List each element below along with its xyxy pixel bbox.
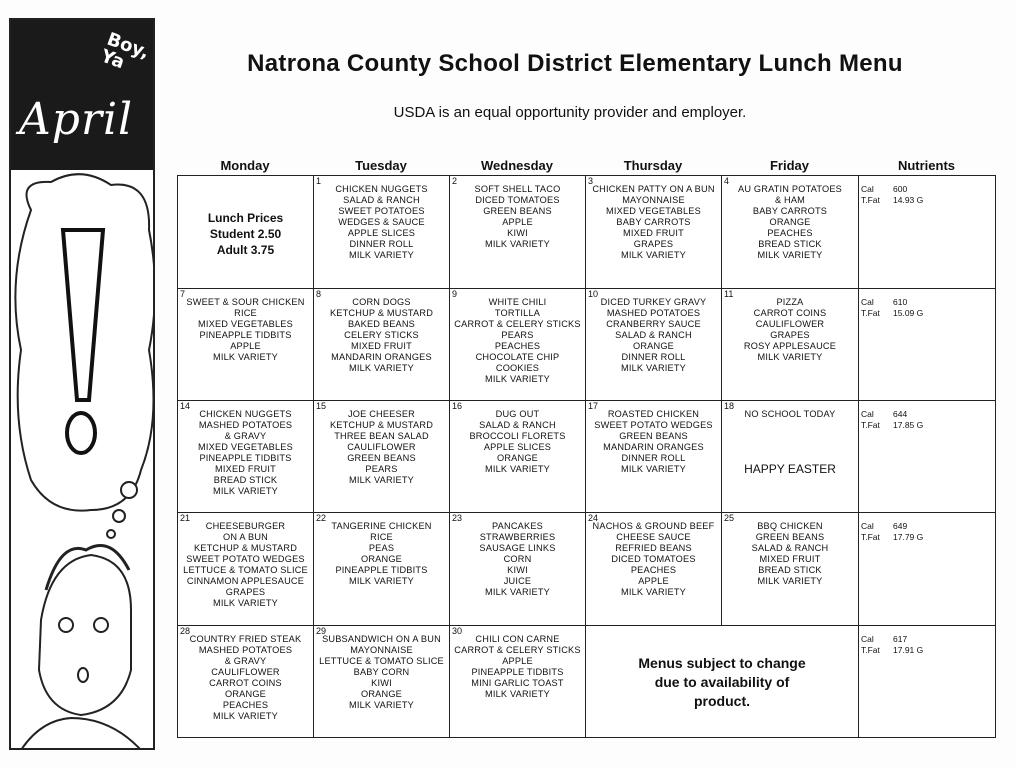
menu-item: TORTILLA — [494, 308, 541, 318]
menu-item: PEACHES — [630, 565, 677, 575]
menu-item: JOE CHEESER — [347, 409, 416, 419]
nutrient-label: Cal — [861, 184, 874, 194]
menu-item: DINNER ROLL — [349, 239, 414, 249]
menu-item: THREE BEAN SALAD — [334, 431, 429, 441]
menu-item: GREEN BEANS — [619, 431, 688, 441]
day-number: 23 — [452, 513, 463, 523]
menu-item: DINNER ROLL — [621, 453, 686, 463]
menu-item: CELERY STICKS — [344, 330, 419, 340]
menu-item: MANDARIN ORANGES — [603, 442, 704, 452]
menu-item: ORANGE — [360, 554, 403, 564]
menu-item: CINNAMON APPLESAUCE — [186, 576, 305, 586]
day-cell-25 — [721, 512, 859, 626]
nutrient-fat — [861, 645, 923, 656]
menu-items — [586, 297, 721, 374]
day-cell-29 — [313, 625, 450, 738]
day-cell-21 — [177, 512, 314, 626]
menu-items — [586, 409, 721, 475]
menu-item: DICED TOMATOES — [475, 195, 560, 205]
menu-item: SALAD & RANCH — [479, 420, 556, 430]
lunch-prices — [178, 210, 313, 258]
menu-item: CARROT & CELERY STICKS — [454, 319, 581, 329]
day-number: 24 — [588, 513, 599, 523]
menu-item: CHEESE SAUCE — [616, 532, 691, 542]
day-number: 8 — [316, 289, 322, 299]
menu-item: KETCHUP & MUSTARD — [329, 308, 434, 318]
price-cell — [177, 175, 314, 289]
day-cell-2 — [449, 175, 586, 289]
menu-item: MILK VARIETY — [484, 464, 551, 474]
menu-items — [314, 409, 449, 486]
nutrients-cell — [858, 400, 996, 513]
menu-item: CARROT & CELERY STICKS — [454, 645, 581, 655]
menu-item: TANGERINE CHICKEN — [331, 521, 432, 531]
menu-item: SALAD & RANCH — [751, 543, 829, 553]
menu-item: & HAM — [774, 195, 806, 205]
nutrient-value: 610 — [893, 297, 908, 307]
day-number: 2 — [452, 176, 458, 186]
menu-item: GREEN BEANS — [347, 453, 416, 463]
menu-items — [722, 184, 858, 261]
menu-item: BROCCOLI FLORETS — [469, 431, 566, 441]
menu-items — [450, 634, 585, 700]
menu-item: DINNER ROLL — [621, 352, 686, 362]
day-number: 28 — [180, 626, 191, 636]
menu-item: GRAPES — [770, 330, 810, 340]
menu-item: APPLE — [638, 576, 669, 586]
menu-item: MIXED VEGETABLES — [198, 442, 293, 452]
nutrient-label: T.Fat — [861, 308, 880, 318]
nutrient-label: Cal — [861, 409, 874, 419]
menu-item: SWEET POTATO WEDGES — [594, 420, 713, 430]
day-number: 3 — [588, 176, 594, 186]
menu-item: MIXED FRUIT — [351, 341, 412, 351]
nutrient-value: 17.79 G — [893, 532, 924, 542]
nutrient-values — [861, 297, 923, 319]
nutrient-label: T.Fat — [861, 532, 880, 542]
day-cell-3 — [585, 175, 722, 289]
day-cell-11 — [721, 288, 859, 401]
menu-items — [586, 521, 721, 598]
menu-item: KIWI — [507, 565, 528, 575]
nutrient-value: 15.09 G — [893, 308, 924, 318]
menu-item: SWEET POTATOES — [338, 206, 425, 216]
menu-item: PEARS — [365, 464, 398, 474]
nutrient-fat — [861, 195, 923, 206]
nutrients-cell — [858, 288, 996, 401]
nutrient-label: T.Fat — [861, 195, 880, 205]
menu-item: CARROT COINS — [753, 308, 827, 318]
menu-item: & GRAVY — [224, 431, 267, 441]
menu-item: CHEESEBURGER — [205, 521, 286, 531]
menu-item: MAYONNAISE — [350, 645, 413, 655]
menu-item: MILK VARIETY — [484, 239, 551, 249]
menu-item: KIWI — [507, 228, 528, 238]
menu-item: MILK VARIETY — [620, 250, 687, 260]
menu-item: MILK VARIETY — [348, 576, 415, 586]
column-header-monday: Monday — [220, 158, 270, 173]
menu-item: CHICKEN PATTY ON A BUN — [592, 184, 715, 194]
menu-items — [586, 184, 721, 261]
menu-item: CAULIFLOWER — [755, 319, 825, 329]
nutrient-value: 17.91 G — [893, 645, 924, 655]
menu-item: NACHOS & GROUND BEEF — [592, 521, 715, 531]
menu-item: KETCHUP & MUSTARD — [329, 420, 434, 430]
day-cell-24 — [585, 512, 722, 626]
menu-item: AU GRATIN POTATOES — [738, 184, 842, 194]
menu-item: MASHED POTATOES — [198, 645, 293, 655]
menu-items — [178, 409, 313, 497]
menu-item: PINEAPPLE TIDBITS — [335, 565, 428, 575]
menu-item: MASHED POTATOES — [606, 308, 701, 318]
day-cell-16 — [449, 400, 586, 513]
price-line: Student 2.50 — [209, 227, 282, 241]
menu-item: STRAWBERRIES — [479, 532, 556, 542]
menu-items — [178, 634, 313, 722]
menu-item: MILK VARIETY — [212, 598, 279, 608]
menu-item: JUICE — [503, 576, 532, 586]
menu-item: PEARS — [501, 330, 534, 340]
menu-item: MIXED FRUIT — [759, 554, 821, 564]
menu-items — [450, 184, 585, 250]
column-header-wednesday: Wednesday — [480, 158, 553, 173]
menu-item: SALAD & RANCH — [343, 195, 420, 205]
menu-item: BBQ CHICKEN — [757, 521, 823, 531]
nutrient-fat — [861, 420, 923, 431]
menu-item: WHITE CHILI — [488, 297, 547, 307]
day-number: 25 — [724, 513, 735, 523]
day-number: 18 — [724, 401, 735, 411]
day-cell-18 — [721, 400, 859, 513]
menu-item: NO SCHOOL TODAY — [744, 409, 836, 419]
menu-item: RICE — [370, 532, 393, 542]
menu-item: & GRAVY — [224, 656, 267, 666]
menu-item: APPLE — [502, 656, 533, 666]
menu-items — [178, 297, 313, 363]
menu-item: COUNTRY FRIED STEAK — [189, 634, 302, 644]
day-number: 15 — [316, 401, 327, 411]
menu-item: CHICKEN NUGGETS — [335, 184, 428, 194]
price-line: Adult 3.75 — [216, 243, 275, 257]
message-line: Menus subject to change — [638, 655, 806, 671]
menu-item: BABY CARROTS — [752, 206, 828, 216]
menu-item: MIXED FRUIT — [215, 464, 276, 474]
menu-item: MILK VARIETY — [212, 711, 279, 721]
menu-item: BABY CORN — [353, 667, 410, 677]
menu-item: MIXED VEGETABLES — [198, 319, 293, 329]
menu-item: MIXED VEGETABLES — [606, 206, 701, 216]
menu-item: PEACHES — [767, 228, 813, 238]
menu-item: MILK VARIETY — [620, 464, 687, 474]
menu-item: MILK VARIETY — [484, 587, 551, 597]
column-header-friday: Friday — [769, 158, 809, 173]
menu-item: MILK VARIETY — [348, 700, 415, 710]
menu-items — [450, 521, 585, 598]
day-cell-7 — [177, 288, 314, 401]
day-cell-4 — [721, 175, 859, 289]
menu-item: PIZZA — [776, 297, 804, 307]
menu-item: WEDGES & SAUCE — [338, 217, 425, 227]
menu-item: CORN DOGS — [352, 297, 411, 307]
menu-item: ORANGE — [632, 341, 675, 351]
menu-item: MAYONNAISE — [622, 195, 685, 205]
menu-item: ORANGE — [769, 217, 811, 227]
menu-item: MILK VARIETY — [212, 352, 279, 362]
menu-item: ROASTED CHICKEN — [607, 409, 700, 419]
menu-item: DUG OUT — [495, 409, 540, 419]
nutrient-value: 644 — [893, 409, 908, 419]
day-cell-1 — [313, 175, 450, 289]
menu-item: LETTUCE & TOMATO SLICE — [319, 656, 444, 666]
menu-item: GREEN BEANS — [483, 206, 552, 216]
menu-item: CRANBERRY SAUCE — [606, 319, 701, 329]
menu-items — [314, 184, 449, 261]
menu-item: MILK VARIETY — [757, 250, 823, 260]
nutrients-cell — [858, 625, 996, 738]
menu-item: ON A BUN — [223, 532, 268, 542]
column-header-nutrients: Nutrients — [897, 158, 956, 173]
day-number: 10 — [588, 289, 599, 299]
day-number: 22 — [316, 513, 327, 523]
menu-item: LETTUCE & TOMATO SLICE — [183, 565, 308, 575]
menu-items — [450, 297, 585, 385]
menu-item: SOFT SHELL TACO — [474, 184, 561, 194]
message-line: product. — [694, 693, 750, 709]
menu-item: PANCAKES — [492, 521, 543, 531]
menu-item: DICED TOMATOES — [611, 554, 696, 564]
nutrient-value: 17.85 G — [893, 420, 924, 430]
day-number: 7 — [180, 289, 186, 299]
menu-items — [314, 521, 449, 587]
menu-item: MILK VARIETY — [348, 363, 415, 373]
menu-item: MILK VARIETY — [757, 576, 823, 586]
nutrients-cell — [858, 512, 996, 626]
day-number: 11 — [724, 289, 734, 299]
holiday-note: HAPPY EASTER — [744, 462, 836, 476]
menu-item: MILK VARIETY — [212, 486, 279, 496]
menu-item: MASHED POTATOES — [198, 420, 293, 430]
menu-item: KIWI — [371, 678, 392, 688]
banner-tagline: Boy, Ya — [98, 28, 153, 74]
menu-item: SWEET & SOUR CHICKEN — [186, 297, 305, 307]
menu-item: CHILI CON CARNE — [475, 634, 560, 644]
day-cell-14 — [177, 400, 314, 513]
menu-item: CARROT COINS — [209, 678, 282, 688]
message-line: due to availability of — [654, 674, 790, 690]
nutrient-cal — [861, 634, 923, 645]
decorative-strip — [9, 18, 155, 750]
menu-change-message — [586, 654, 858, 711]
nutrient-values — [861, 184, 923, 206]
menu-item: CHICKEN NUGGETS — [199, 409, 292, 419]
menu-items — [314, 297, 449, 374]
nutrient-fat — [861, 308, 923, 319]
day-cell-22 — [313, 512, 450, 626]
menu-item: ORANGE — [496, 453, 539, 463]
menu-items — [722, 409, 858, 420]
menu-item: APPLE — [230, 341, 261, 351]
menu-item: MILK VARIETY — [484, 689, 551, 699]
column-header-tuesday: Tuesday — [355, 158, 407, 173]
menu-item: ROSY APPLESAUCE — [743, 341, 837, 351]
menu-item: APPLE SLICES — [347, 228, 416, 238]
cartoon-illustration — [11, 170, 153, 750]
menu-item: SWEET POTATO WEDGES — [186, 554, 305, 564]
menu-item: MIXED FRUIT — [623, 228, 684, 238]
day-cell-9 — [449, 288, 586, 401]
nutrient-label: Cal — [861, 297, 874, 307]
menu-item: BAKED BEANS — [347, 319, 416, 329]
nutrient-cal — [861, 521, 923, 532]
menu-item: MILK VARIETY — [484, 374, 551, 384]
nutrient-cal — [861, 297, 923, 308]
nutrient-fat — [861, 532, 923, 543]
page-title: Natrona County School District Elementary Lunch Menu — [247, 50, 903, 77]
menu-item: PINEAPPLE TIDBITS — [471, 667, 564, 677]
menu-item: APPLE SLICES — [483, 442, 552, 452]
menu-items — [450, 409, 585, 475]
menu-item: MILK VARIETY — [757, 352, 823, 362]
nutrient-value: 649 — [893, 521, 908, 531]
menu-item: MILK VARIETY — [620, 363, 687, 373]
day-cell-30 — [449, 625, 586, 738]
nutrient-values — [861, 521, 923, 543]
menu-item: CORN — [503, 554, 532, 564]
menu-item: CHOCOLATE CHIP — [475, 352, 560, 362]
menu-item: PEACHES — [494, 341, 541, 351]
menu-items — [314, 634, 449, 711]
day-cell-15 — [313, 400, 450, 513]
menu-item: PEACHES — [222, 700, 269, 710]
nutrient-value: 617 — [893, 634, 908, 644]
menu-item: REFRIED BEANS — [615, 543, 692, 553]
nutrient-value: 600 — [893, 184, 908, 194]
menu-item: APPLE — [502, 217, 533, 227]
menu-item: ORANGE — [360, 689, 403, 699]
day-number: 9 — [452, 289, 458, 299]
menu-item: MILK VARIETY — [348, 250, 415, 260]
menu-item: BABY CARROTS — [616, 217, 691, 227]
month-label: April — [19, 94, 134, 145]
nutrient-values — [861, 409, 923, 431]
menu-item: PEAS — [368, 543, 395, 553]
day-cell-17 — [585, 400, 722, 513]
menu-item: COOKIES — [495, 363, 540, 373]
day-number: 4 — [724, 176, 730, 186]
nutrient-label: T.Fat — [861, 645, 880, 655]
menu-item: PINEAPPLE TIDBITS — [199, 330, 292, 340]
menu-item: BREAD STICK — [213, 475, 278, 485]
menu-items — [178, 521, 313, 609]
day-cell-8 — [313, 288, 450, 401]
menu-change-notice — [585, 625, 859, 738]
nutrient-label: Cal — [861, 521, 874, 531]
menu-items — [722, 297, 858, 363]
menu-item: MINI GARLIC TOAST — [471, 678, 564, 688]
nutrient-value: 14.93 G — [893, 195, 924, 205]
day-number: 21 — [180, 513, 191, 523]
day-number: 17 — [588, 401, 599, 411]
menu-item: GRAPES — [633, 239, 674, 249]
nutrient-label: Cal — [861, 634, 874, 644]
day-cell-10 — [585, 288, 722, 401]
day-cell-28 — [177, 625, 314, 738]
nutrient-cal — [861, 409, 923, 420]
menu-calendar — [177, 175, 995, 737]
day-number: 16 — [452, 401, 463, 411]
page-subtitle: USDA is an equal opportunity provider and employer. — [393, 104, 747, 121]
menu-item: MILK VARIETY — [620, 587, 687, 597]
day-number: 30 — [452, 626, 463, 636]
menu-item: RICE — [234, 308, 257, 318]
nutrients-cell — [858, 175, 996, 289]
menu-item: MANDARIN ORANGES — [331, 352, 432, 362]
day-cell-23 — [449, 512, 586, 626]
menu-items — [722, 521, 858, 587]
nutrient-label: T.Fat — [861, 420, 880, 430]
menu-item: CAULIFLOWER — [211, 667, 280, 677]
nutrient-cal — [861, 184, 923, 195]
menu-item: BREAD STICK — [758, 565, 822, 575]
nutrient-values — [861, 634, 923, 656]
menu-item: CAULIFLOWER — [347, 442, 416, 452]
month-banner — [11, 20, 153, 170]
menu-item: ORANGE — [224, 689, 267, 699]
menu-item: SAUSAGE LINKS — [479, 543, 556, 553]
price-line: Lunch Prices — [207, 211, 284, 225]
menu-item: DICED TURKEY GRAVY — [600, 297, 707, 307]
menu-item: SALAD & RANCH — [615, 330, 692, 340]
menu-item: SUBSANDWICH ON A BUN — [322, 634, 441, 644]
menu-item: BREAD STICK — [758, 239, 822, 249]
menu-item: GRAPES — [225, 587, 266, 597]
day-number: 14 — [180, 401, 191, 411]
day-number: 29 — [316, 626, 327, 636]
day-number: 1 — [316, 176, 322, 186]
menu-item: MILK VARIETY — [348, 475, 415, 485]
menu-item: PINEAPPLE TIDBITS — [199, 453, 292, 463]
menu-item: GREEN BEANS — [755, 532, 825, 542]
column-header-thursday: Thursday — [623, 158, 683, 173]
menu-item: KETCHUP & MUSTARD — [193, 543, 298, 553]
